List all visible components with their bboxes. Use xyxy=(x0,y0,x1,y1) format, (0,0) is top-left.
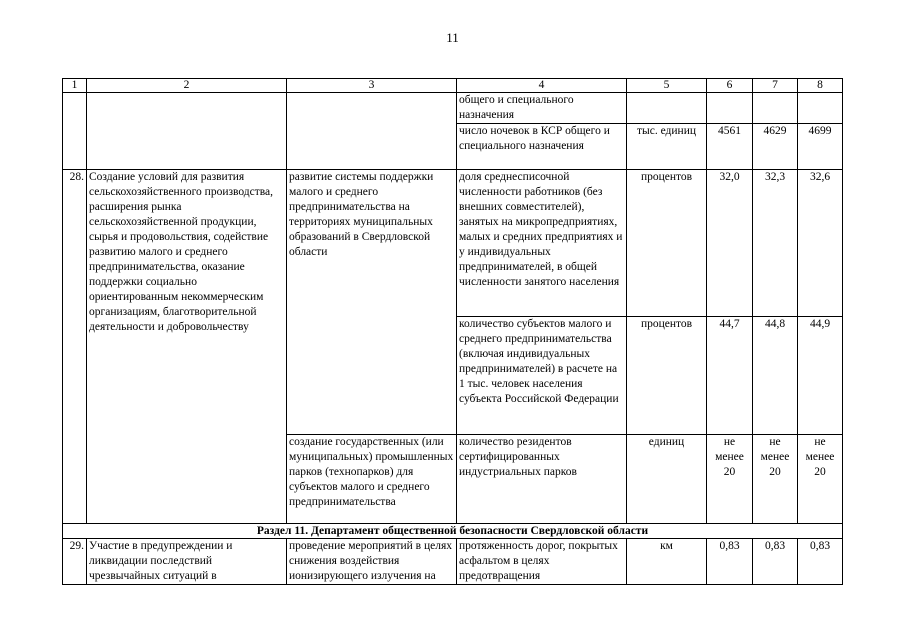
value-cell: 4629 xyxy=(753,124,798,170)
header-cell: 4 xyxy=(457,79,627,93)
indicators-table xyxy=(62,78,843,585)
table-row xyxy=(63,93,843,124)
value-cell xyxy=(707,435,753,524)
value-line: 20 xyxy=(723,466,736,478)
value-cell: 32,6 xyxy=(798,170,843,317)
value-line: менее xyxy=(760,451,790,463)
value-cell: 0,83 xyxy=(798,539,843,585)
value-cell: 44,7 xyxy=(707,317,753,435)
value-cell: 32,3 xyxy=(753,170,798,317)
table-header-row xyxy=(63,79,843,93)
indicator-cell: общего и специального назначения xyxy=(457,93,627,124)
value-cell: 0,83 xyxy=(707,539,753,585)
value-line: 20 xyxy=(769,466,781,478)
header-cell: 8 xyxy=(798,79,843,93)
unit-cell: единиц xyxy=(627,435,707,524)
indicator-cell: количество субъектов малого и среднего предпринимательства (включая индивидуальных предпринимателей) в расчете на 1 тыс. человек населения субъекта Российской Федерации xyxy=(457,317,627,435)
value-cell: 0,83 xyxy=(753,539,798,585)
task-cell: создание государственных (или муниципальных) промышленных парков (технопарков) для субъектов малого и среднего предпринимательства xyxy=(287,435,457,524)
row-number-cell xyxy=(63,93,87,170)
section-row xyxy=(63,524,843,539)
row-number-cell: 28. xyxy=(63,170,87,524)
indicator-cell: доля среднесписочной численности работников (без внешних совместителей), занятых на микропредприятиях, малых и средних предприятиях и у индивидуальных предпринимателей, в общей численности занятого населения xyxy=(457,170,627,317)
value-cell: 32,0 xyxy=(707,170,753,317)
value-line: не xyxy=(723,436,736,448)
unit-cell: процентов xyxy=(627,317,707,435)
header-cell: 6 xyxy=(707,79,753,93)
value-cell xyxy=(753,435,798,524)
task-cell: проведение мероприятий в целях снижения воздействия ионизирующего излучения на xyxy=(287,539,457,585)
row-number-cell: 29. xyxy=(63,539,87,585)
header-cell: 2 xyxy=(87,79,287,93)
goal-cell: Участие в предупреждении и ликвидации последствий чрезвычайных ситуаций в xyxy=(87,539,287,585)
section-title: Раздел 11. Департамент общественной безопасности Свердловской области xyxy=(63,524,843,539)
value-line: менее xyxy=(805,451,835,463)
task-cell xyxy=(287,93,457,170)
header-cell: 1 xyxy=(63,79,87,93)
unit-cell: км xyxy=(627,539,707,585)
unit-cell: тыс. единиц xyxy=(627,124,707,170)
unit-cell: процентов xyxy=(627,170,707,317)
table-row xyxy=(63,170,843,317)
value-line: не xyxy=(769,436,781,448)
value-cell xyxy=(798,93,843,124)
value-cell: 4699 xyxy=(798,124,843,170)
goal-cell: Создание условий для развития сельскохозяйственного производства, расширения рынка сельскохозяйственной продукции, сырья и продовольствия, содействие развитию малого и среднего предпринимательства, оказание поддержки социально ориентированным некоммерческим организациям, благотворительной деятельности и добровольчеству xyxy=(87,170,287,524)
header-cell: 3 xyxy=(287,79,457,93)
unit-cell xyxy=(627,93,707,124)
page-number: 11 xyxy=(446,30,459,45)
value-cell xyxy=(798,435,843,524)
header-cell: 5 xyxy=(627,79,707,93)
table-row xyxy=(63,539,843,585)
value-cell xyxy=(753,93,798,124)
goal-cell xyxy=(87,93,287,170)
value-cell: 44,8 xyxy=(753,317,798,435)
value-cell: 44,9 xyxy=(798,317,843,435)
value-cell xyxy=(707,93,753,124)
indicator-cell: протяженность дорог, покрытых асфальтом в целях предотвращения xyxy=(457,539,627,585)
task-cell: развитие системы поддержки малого и среднего предпринимательства на территориях муниципальных образований в Свердловской области xyxy=(287,170,457,435)
value-line: не xyxy=(814,436,826,448)
header-cell: 7 xyxy=(753,79,798,93)
value-line: менее xyxy=(715,451,744,463)
value-line: 20 xyxy=(814,466,826,478)
indicator-cell: количество резидентов сертифицированных индустриальных парков xyxy=(457,435,627,524)
indicator-cell: число ночевок в КСР общего и специального назначения xyxy=(457,124,627,170)
value-cell: 4561 xyxy=(707,124,753,170)
